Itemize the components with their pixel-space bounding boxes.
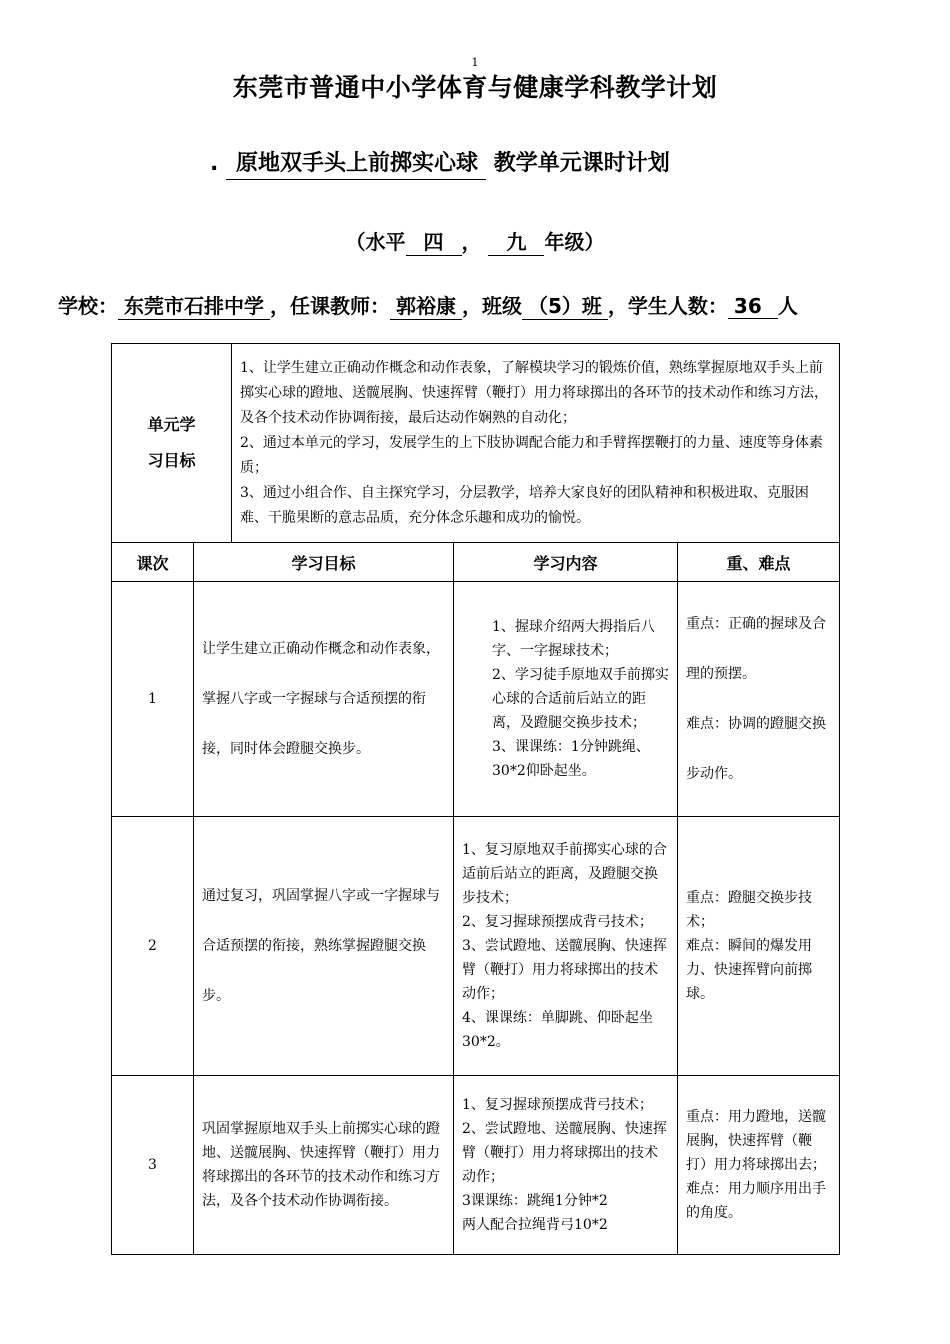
table-row xyxy=(112,1076,840,1255)
unit-goal-label-line2: 习目标 xyxy=(147,451,196,470)
lesson-content xyxy=(454,582,678,817)
info-line xyxy=(58,290,798,320)
table-header-row xyxy=(112,543,840,582)
class-label: ，班级 xyxy=(462,294,522,318)
grade-value: 九 xyxy=(488,226,544,256)
unit-goal-label xyxy=(112,344,232,543)
lesson-plan-table xyxy=(111,343,840,1255)
table-row xyxy=(112,582,840,817)
unit-prefix: . xyxy=(210,151,219,176)
lesson-number: 2 xyxy=(112,817,194,1076)
content-item: 4、课课练：单脚跳、仰卧起坐30*2。 xyxy=(462,1010,653,1050)
unit-name: 原地双手头上前掷实心球 xyxy=(226,146,486,180)
unit-goal-item: 1、让学生建立正确动作概念和动作表象，了解模块学习的锻炼价值，熟练掌握原地双手头上前掷实心球的蹬地、送髋展胸、快速挥臂（鞭打）用力将球掷出的各环节的技术动作和练习方法，及各个技术动作协调衔接，最后达动作娴熟的自动化； xyxy=(240,360,829,426)
header-content: 学习内容 xyxy=(454,543,678,582)
keypoint-item: 难点：协调的蹬腿交换步动作。 xyxy=(686,716,827,782)
table-row xyxy=(112,817,840,1076)
lesson-number: 3 xyxy=(112,1076,194,1255)
unit-suffix: 教学单元课时计划 xyxy=(493,151,670,176)
header-goal: 学习目标 xyxy=(194,543,454,582)
lesson-keypoints xyxy=(678,1076,840,1255)
level-line xyxy=(0,226,950,256)
level-close: 年级） xyxy=(544,230,605,254)
level-comma: ， xyxy=(461,230,482,254)
content-item: 1、握球介绍两大拇指后八字、一字握球技术； xyxy=(492,619,655,659)
keypoint-item: 难点：用力顺序用出手的角度。 xyxy=(686,1181,827,1221)
unit-goal-item: 2、通过本单元的学习，发展学生的上下肢协调配合能力和手臂挥摆鞭打的力量、速度等身体素质； xyxy=(240,435,823,476)
students-label: ，学生人数： xyxy=(607,294,728,318)
content-item: 3课课练：跳绳1分钟*2 xyxy=(462,1193,608,1209)
keypoint-item: 重点：正确的握球及合理的预摆。 xyxy=(686,616,827,682)
content-item: 3、课课练：1分钟跳绳、30*2仰卧起坐。 xyxy=(492,739,650,779)
content-item: 2、复习握球预摆成背弓技术； xyxy=(462,914,653,930)
content-item: 1、复习握球预摆成背弓技术； xyxy=(462,1097,653,1113)
content-item: 3、尝试蹬地、送髋展胸、快速挥臂（鞭打）用力将球掷出的技术动作； xyxy=(462,938,667,1002)
lesson-content xyxy=(454,817,678,1076)
content-item: 2、学习徒手原地双手前掷实心球的合适前后站立的距离，及蹬腿交换步技术； xyxy=(492,667,669,731)
keypoint-item: 难点：瞬间的爆发用力、快速挥臂向前掷球。 xyxy=(686,938,813,1002)
lesson-goal: 巩固掌握原地双手头上前掷实心球的蹬地、送髋展胸、快速挥臂（鞭打）用力将球掷出的各环节的技术动作和练习方法，及各个技术动作协调衔接。 xyxy=(194,1076,454,1255)
school-value: 东莞市石排中学 xyxy=(118,290,270,320)
lesson-keypoints xyxy=(678,817,840,1076)
students-value: 36 xyxy=(728,294,778,319)
unit-goal-text xyxy=(232,344,840,543)
class-value: （5）班 xyxy=(522,290,608,320)
level-open: （水平 xyxy=(345,230,406,254)
teacher-value: 郭裕康 xyxy=(390,290,462,320)
keypoint-item: 重点：用力蹬地，送髋展胸，快速挥臂（鞭打）用力将球掷出去； xyxy=(686,1109,827,1173)
school-label: 学校： xyxy=(58,294,118,318)
page-number: 1 xyxy=(471,56,479,69)
unit-goal-label-line1: 单元学 xyxy=(147,415,196,434)
lesson-content xyxy=(454,1076,678,1255)
content-item: 两人配合拉绳背弓10*2 xyxy=(462,1217,608,1233)
unit-goal-row xyxy=(112,344,840,543)
lesson-keypoints xyxy=(678,582,840,817)
document-title: 东莞市普通中小学体育与健康学科教学计划 xyxy=(232,73,718,102)
header-lesson: 课次 xyxy=(112,543,194,582)
content-item: 2、尝试蹬地、送髋展胸、快速挥臂（鞭打）用力将球掷出的技术动作； xyxy=(462,1121,667,1185)
lesson-number: 1 xyxy=(112,582,194,817)
header-keypoints: 重、难点 xyxy=(678,543,840,582)
teacher-label: ，任课教师： xyxy=(270,294,390,318)
lesson-goal: 通过复习，巩固掌握八字或一字握球与合适预摆的衔接，熟练掌握蹬腿交换步。 xyxy=(194,817,454,1076)
keypoint-item: 重点：蹬腿交换步技术； xyxy=(686,890,813,930)
unit-line xyxy=(210,146,670,180)
content-item: 1、复习原地双手前掷实心球的合适前后站立的距离，及蹬腿交换步技术； xyxy=(462,842,667,906)
students-unit: 人 xyxy=(777,294,798,318)
unit-goal-item: 3、通过小组合作、自主探究学习，分层教学，培养大家良好的团队精神和积极进取、克服困难、干脆果断的意志品质，充分体念乐趣和成功的愉悦。 xyxy=(240,485,809,526)
lesson-goal: 让学生建立正确动作概念和动作表象，掌握八字或一字握球与合适预摆的衔接，同时体会蹬腿交换步。 xyxy=(194,582,454,817)
level-value: 四 xyxy=(406,226,462,256)
